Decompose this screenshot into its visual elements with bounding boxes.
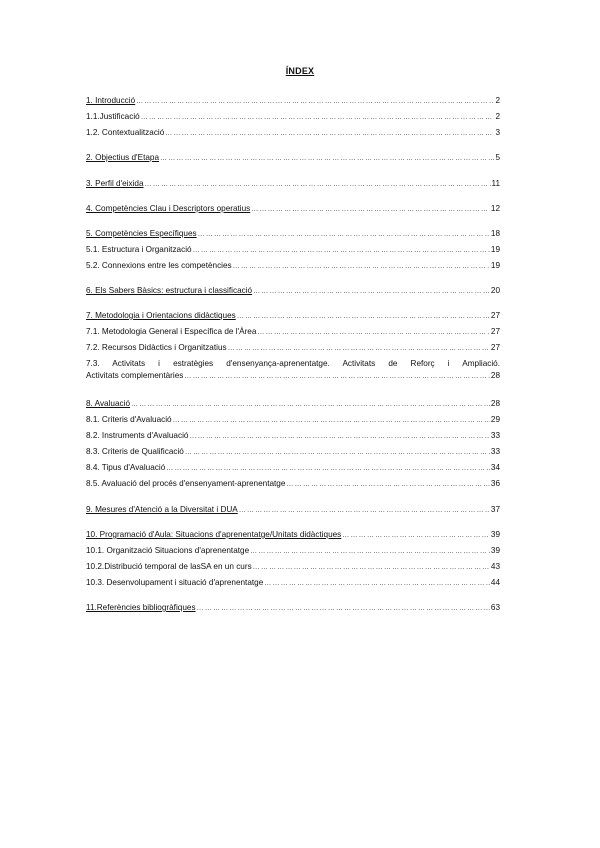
toc-entry-8-2[interactable] xyxy=(86,430,500,442)
dot-leader xyxy=(131,399,490,411)
toc-entry-7[interactable] xyxy=(86,310,500,322)
toc-entry-5-2[interactable] xyxy=(86,260,500,272)
toc-entry-page: 39 xyxy=(490,530,500,539)
dot-leader xyxy=(184,371,490,383)
toc-entry-8-4[interactable] xyxy=(86,462,500,474)
dot-leader xyxy=(251,204,490,216)
dot-leader xyxy=(264,578,490,590)
toc-entry-10-3[interactable] xyxy=(86,577,500,589)
dot-leader xyxy=(239,505,490,517)
dot-leader xyxy=(257,327,489,339)
toc-entry-page: 19 xyxy=(490,245,500,254)
dot-leader xyxy=(228,343,490,355)
toc-entry-label: 10.3. Desenvolupament i situació d'aprenentatge xyxy=(86,578,264,587)
toc-entry-page: 34 xyxy=(490,463,500,472)
toc-entry-page: 2 xyxy=(495,112,500,121)
toc-entry-7-2[interactable] xyxy=(86,342,500,354)
toc-entry-6[interactable] xyxy=(86,285,500,297)
toc-entry-label: 2. Objectius d'Etapa xyxy=(86,153,160,162)
toc-entry-1-1[interactable] xyxy=(86,111,500,123)
toc-entry-label: 7.1. Metodologia General i Específica de l'Àrea xyxy=(86,327,257,336)
dot-leader xyxy=(250,546,490,558)
toc-entry-label: 5. Competències Específiques xyxy=(86,229,197,238)
toc-entry-5[interactable] xyxy=(86,228,500,240)
toc-entry-label: 7.3. Activitats i estratègies d'ensenyança-aprenentatge. Activitats de Reforç i Ampliació. xyxy=(86,359,500,368)
toc-entry-1-2[interactable] xyxy=(86,127,500,139)
dot-leader xyxy=(237,311,490,323)
toc-entry-page: 11 xyxy=(491,179,500,188)
toc-entry-page: 27 xyxy=(490,311,500,320)
index-title: ÍNDEX xyxy=(285,66,315,76)
toc-entry-page: 28 xyxy=(490,399,500,408)
toc-entry-page: 44 xyxy=(490,578,500,587)
dot-leader xyxy=(189,431,489,443)
toc-entry-label: 8.4. Tipus d'Avaluació xyxy=(86,463,166,472)
toc-entry-page: 2 xyxy=(495,96,500,105)
toc-entry-page: 28 xyxy=(490,371,500,380)
toc-entry-8[interactable] xyxy=(86,398,500,410)
toc-entry-label: 9. Mesures d'Atenció a la Diversitat i DUA xyxy=(86,505,238,514)
dot-leader xyxy=(173,415,490,427)
toc-entry-label: 8.5. Avaluació del procés d'ensenyament-aprenentatge xyxy=(86,479,286,488)
toc-entry-label-continued: Activitats complementàries xyxy=(86,371,184,380)
toc-entry-label: 8. Avaluació xyxy=(86,399,131,408)
toc-entry-label: 8.2. Instruments d'Avaluació xyxy=(86,431,189,440)
toc-entry-9[interactable] xyxy=(86,504,500,516)
toc-entry-label: 1.1.Justificació xyxy=(86,112,140,121)
toc-entry-page: 37 xyxy=(490,505,500,514)
toc-entry-page: 12 xyxy=(490,204,500,213)
toc-entry-10-2[interactable] xyxy=(86,561,500,573)
toc-entry-page: 33 xyxy=(490,431,500,440)
dot-leader xyxy=(160,153,494,165)
toc-entry-page: 27 xyxy=(490,327,500,336)
dot-leader xyxy=(253,562,490,574)
toc-entry-label: 7.2. Recursos Didàctics i Organitzatius xyxy=(86,343,227,352)
toc-entry-label: 11.Referències bibliogràfiques xyxy=(86,603,196,612)
toc-entry-8-5[interactable] xyxy=(86,478,500,490)
toc-entry-10[interactable] xyxy=(86,529,500,541)
dot-leader xyxy=(197,603,490,615)
toc-entry-label: 1.2. Contextualització xyxy=(86,128,165,137)
toc-entry-7-1[interactable] xyxy=(86,326,500,338)
toc-entry-page: 39 xyxy=(490,546,500,555)
toc-entry-label: 6. Els Sabers Bàsics: estructura i classificació xyxy=(86,286,253,295)
toc-entry-label: 8.3. Criteris de Qualificació xyxy=(86,447,184,456)
dot-leader xyxy=(145,179,491,191)
toc-entry-4[interactable] xyxy=(86,203,500,215)
dot-leader xyxy=(253,286,490,298)
toc-entry-label: 4. Competències Clau i Descriptors operatius xyxy=(86,204,251,213)
toc-entry-page: 36 xyxy=(490,479,500,488)
toc-entry-label: 3. Perfil d'eixida xyxy=(86,179,144,188)
dot-leader xyxy=(165,128,494,140)
toc-entry-3[interactable] xyxy=(86,178,500,190)
toc-entry-page: 19 xyxy=(490,261,500,270)
toc-entry-11[interactable] xyxy=(86,602,500,614)
toc-entry-page: 27 xyxy=(490,343,500,352)
toc-entry-label: 10. Programació d'Aula: Situacions d'aprenentatge/Unitats didàctiques xyxy=(86,530,342,539)
toc-entry-page: 20 xyxy=(490,286,500,295)
dot-leader xyxy=(193,245,490,257)
toc-entry-7-3[interactable] xyxy=(86,358,500,382)
toc-entry-label: 1. Introducció xyxy=(86,96,136,105)
toc-entry-1[interactable] xyxy=(86,95,500,107)
toc-entry-page: 43 xyxy=(490,562,500,571)
toc-entry-label: 10.1. Organització Situacions d'aprenentatge xyxy=(86,546,250,555)
toc-entry-label: 5.1. Estructura i Organització xyxy=(86,245,192,254)
dot-leader xyxy=(198,229,490,241)
dot-leader xyxy=(166,463,490,475)
toc-entry-10-1[interactable] xyxy=(86,545,500,557)
dot-leader xyxy=(136,96,494,108)
toc-entry-page: 5 xyxy=(495,153,500,162)
toc-entry-page: 33 xyxy=(490,447,500,456)
toc-entry-2[interactable] xyxy=(86,152,500,164)
toc-entry-page: 63 xyxy=(490,603,500,612)
toc-entry-8-3[interactable] xyxy=(86,446,500,458)
dot-leader xyxy=(233,261,490,273)
toc-entry-page: 29 xyxy=(490,415,500,424)
toc-entry-label: 7. Metodologia i Orientacions didàctiques xyxy=(86,311,236,320)
dot-leader xyxy=(286,479,489,491)
toc-entry-label: 5.2. Connexions entre les competències xyxy=(86,261,232,270)
toc-entry-label: 8.1. Criteris d'Avaluació xyxy=(86,415,172,424)
toc-entry-page: 18 xyxy=(490,229,500,238)
toc-entry-label: 10.2.Distribució temporal de lasSA en un curs xyxy=(86,562,252,571)
toc-entry-8-1[interactable] xyxy=(86,414,500,426)
dot-leader xyxy=(342,530,490,542)
dot-leader xyxy=(185,447,490,459)
dot-leader xyxy=(141,112,495,124)
toc-entry-page: 3 xyxy=(495,128,500,137)
toc-entry-5-1[interactable] xyxy=(86,244,500,256)
